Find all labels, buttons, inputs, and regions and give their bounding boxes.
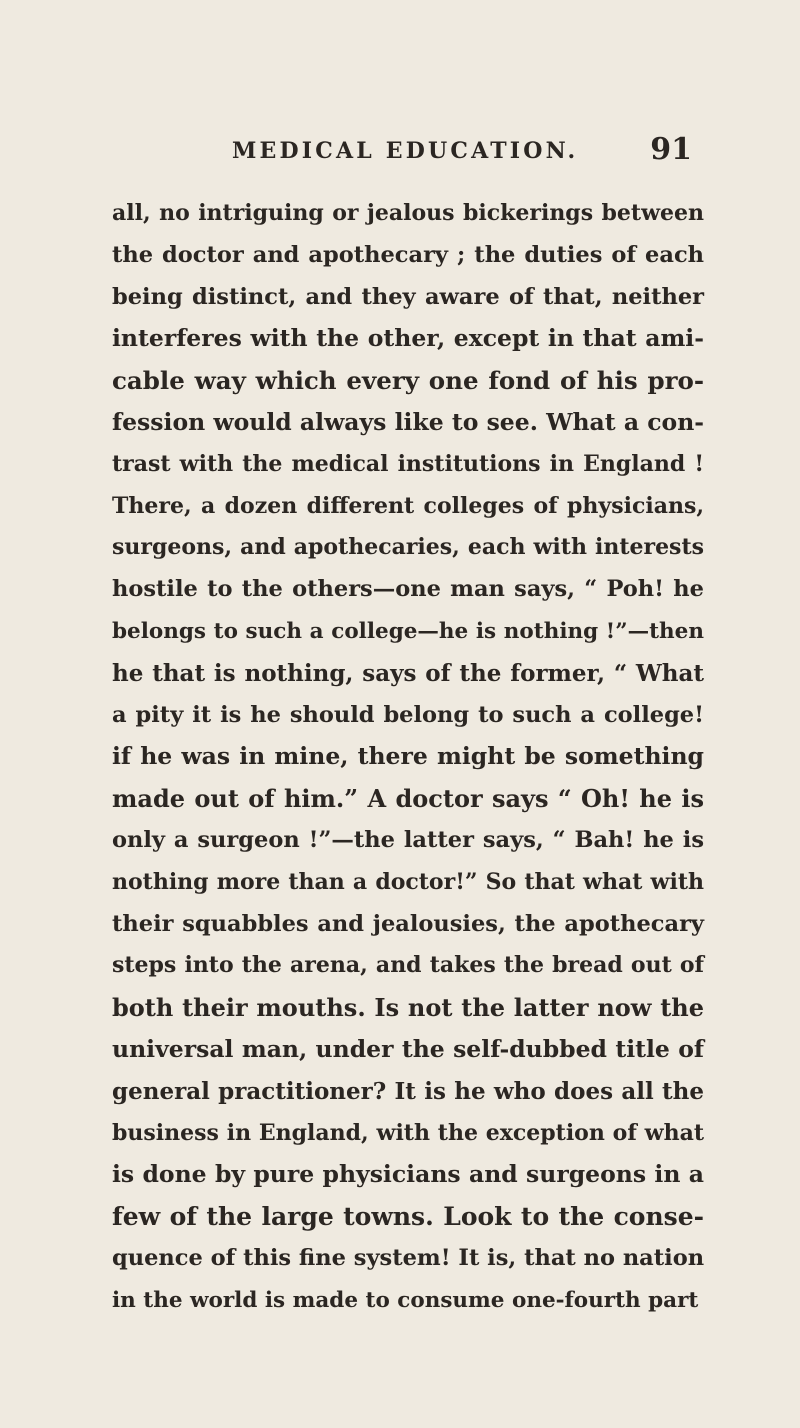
text-line: fession would always like to see. What a con-	[112, 407, 705, 436]
text-line: nothing more than a doctor!” So that what with	[112, 868, 704, 895]
text-line: business in England, with the exception of what	[112, 1119, 704, 1146]
text-line: made out of him.” A doctor says “ Oh! he is	[112, 784, 704, 814]
text-line: interferes with the other, except in that ami-	[112, 324, 704, 353]
text-line: cable way which every one fond of his pro-	[112, 366, 704, 396]
text-line: in the world is made to consume one-fourth part	[112, 1287, 699, 1313]
text-line: belongs to such a college—he is nothing !”—then	[112, 618, 704, 644]
text-line: hostile to the others—one man says, “ Poh! he	[112, 576, 704, 603]
text-line: a pity it is he should belong to such a college!	[112, 701, 704, 728]
page-header	[232, 132, 692, 178]
text-line: few of the large towns. Look to the conse-	[112, 1202, 704, 1232]
text-line: general practitioner? It is he who does all the	[112, 1077, 704, 1105]
text-line: steps into the arena, and takes the bread out of	[112, 952, 704, 979]
text-line: if he was in mine, there might be something	[112, 742, 704, 771]
running-title: MEDICAL EDUCATION.	[232, 138, 579, 164]
text-line: trast with the medical institutions in England !	[112, 450, 704, 477]
page-number: 91	[650, 132, 692, 167]
body-text	[112, 193, 704, 1322]
text-line: being distinct, and they aware of that, neither	[112, 283, 704, 310]
text-line: all, no intriguing or jealous bickerings between	[112, 200, 704, 226]
text-line: surgeons, and apothecaries, each with interests	[112, 534, 704, 561]
text-line: is done by pure physicians and surgeons in a	[112, 1160, 704, 1189]
text-line: the doctor and apothecary ; the duties of each	[112, 241, 704, 268]
text-line: only a surgeon !”—the latter says, “ Bah! he is	[112, 826, 704, 853]
text-line: There, a dozen different colleges of physicians,	[112, 492, 704, 519]
text-line: he that is nothing, says of the former, “ What	[112, 659, 704, 687]
text-line: universal man, under the self-dubbed title of	[112, 1034, 704, 1063]
text-line: quence of this fine system! It is, that no nation	[112, 1244, 705, 1271]
text-line: their squabbles and jealousies, the apothecary	[112, 910, 704, 937]
text-line: both their mouths. Is not the latter now the	[112, 993, 704, 1023]
